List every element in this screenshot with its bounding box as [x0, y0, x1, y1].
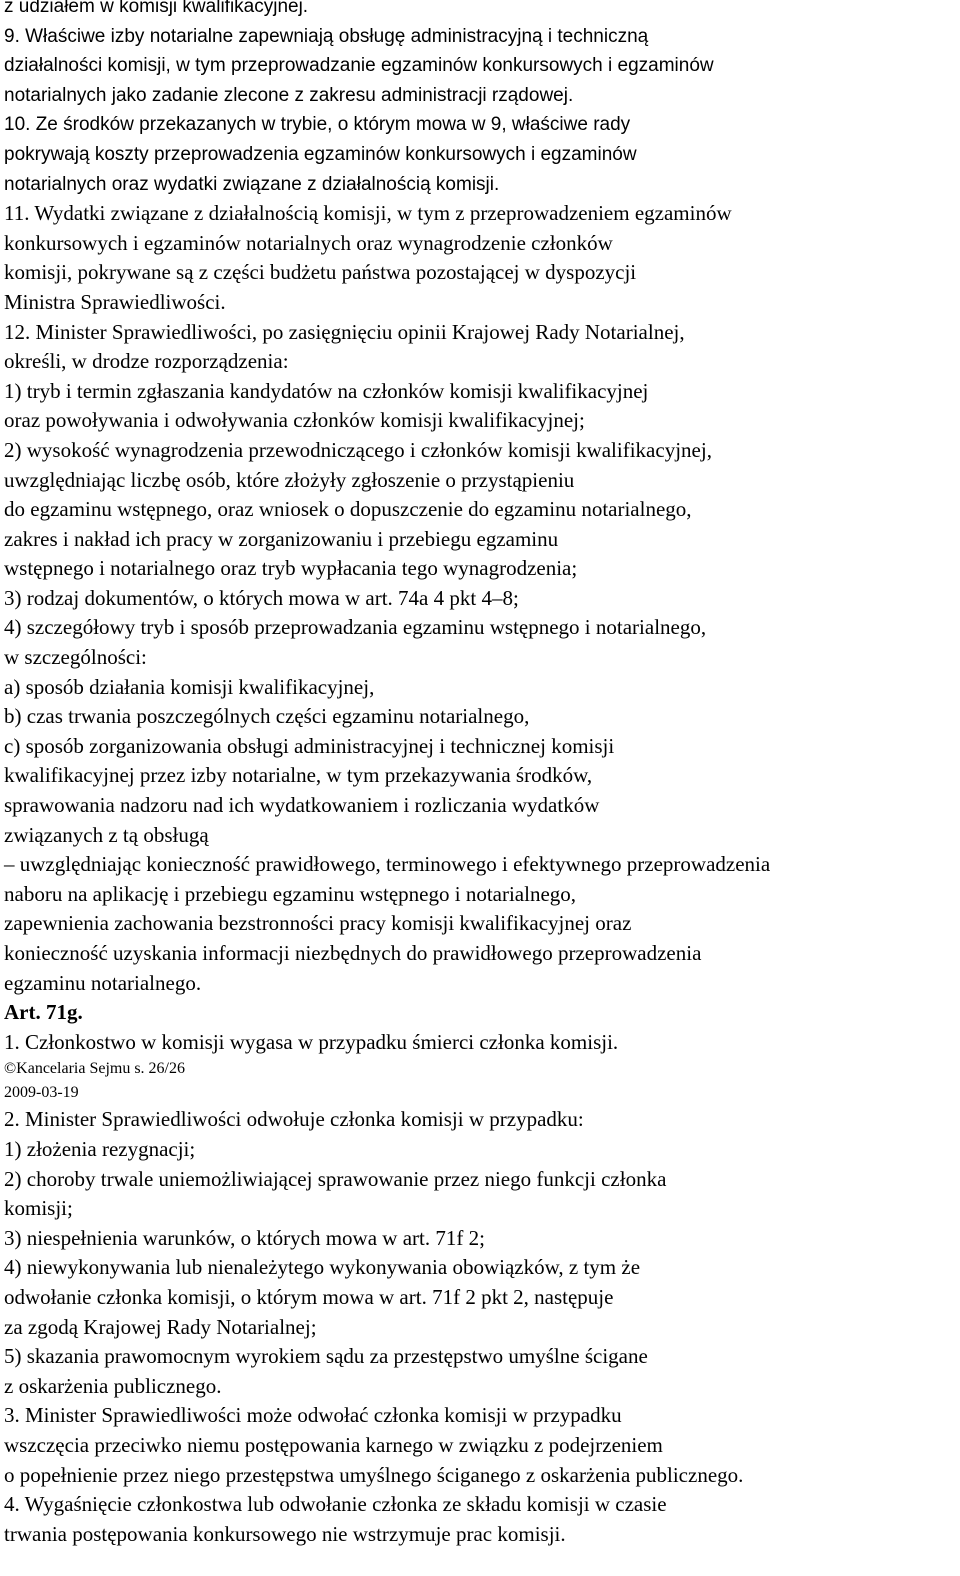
text-line: 3) rodzaj dokumentów, o których mowa w art. 74a 4 pkt 4–8;: [4, 585, 519, 610]
text-line: 4) szczegółowy tryb i sposób przeprowadzania egzaminu wstępnego i notarialnego,: [4, 615, 707, 640]
text-line: odwołanie członka komisji, o którym mowa w art. 71f 2 pkt 2, następuje: [4, 1284, 614, 1309]
text-line: Art. 71g.: [4, 1000, 83, 1025]
text-line: 5) skazania prawomocnym wyrokiem sądu za przestępstwo umyślne ścigane: [4, 1344, 648, 1369]
text-line: 1. Członkostwo w komisji wygasa w przypadku śmierci członka komisji.: [4, 1029, 619, 1054]
document-page: [4, 0, 956, 1549]
text-line: notarialnych jako zadanie zlecone z zakresu administracji rządowej.: [4, 84, 574, 106]
text-line: kwalifikacyjnej przez izby notarialne, w tym przekazywania środków,: [4, 763, 593, 788]
text-line: wszczęcia przeciwko niemu postępowania karnego w związku z podejrzeniem: [4, 1432, 663, 1457]
text-line: określi, w drodze rozporządzenia:: [4, 349, 289, 374]
text-line: komisji;: [4, 1196, 73, 1221]
text-line: pokrywają koszty przeprowadzenia egzaminów konkursowych i egzaminów: [4, 143, 637, 165]
text-line: sprawowania nadzoru nad ich wydatkowaniem i rozliczania wydatków: [4, 793, 600, 818]
text-line: c) sposób zorganizowania obsługi administracyjnej i technicznej komisji: [4, 733, 615, 758]
text-line: związanych z tą obsługą: [4, 822, 209, 847]
text-line: naboru na aplikację i przebiegu egzaminu wstępnego i notarialnego,: [4, 881, 577, 906]
text-line: 2) choroby trwale uniemożliwiającej sprawowanie przez niego funkcji członka: [4, 1166, 667, 1191]
text-line: egzaminu notarialnego.: [4, 970, 202, 995]
text-line: Ministra Sprawiedliwości.: [4, 289, 226, 314]
text-line: komisji, pokrywane są z części budżetu państwa pozostającej w dyspozycji: [4, 260, 637, 285]
text-line: trwania postępowania konkursowego nie wstrzymuje prac komisji.: [4, 1521, 566, 1546]
text-line: 4. Wygaśnięcie członkostwa lub odwołanie członka ze składu komisji w czasie: [4, 1492, 667, 1517]
text-line: 4) niewykonywania lub nienależytego wykonywania obowiązków, z tym że: [4, 1255, 641, 1280]
text-line: uwzględniając liczbę osób, które złożyły zgłoszenie o przystąpieniu: [4, 467, 575, 492]
text-line: działalności komisji, w tym przeprowadzanie egzaminów konkursowych i egzaminów: [4, 55, 714, 77]
text-line: 12. Minister Sprawiedliwości, po zasięgnięciu opinii Krajowej Rady Notarialnej,: [4, 319, 685, 344]
text-line: z oskarżenia publicznego.: [4, 1373, 222, 1398]
text-line: – uwzględniając konieczność prawidłowego, terminowego i efektywnego przeprowadzenia: [4, 852, 771, 877]
text-line: zapewnienia zachowania bezstronności pracy komisji kwalifikacyjnej oraz: [4, 911, 632, 936]
text-line: zakres i nakład ich pracy w zorganizowaniu i przebiegu egzaminu: [4, 526, 559, 551]
text-line: konieczność uzyskania informacji niezbędnych do prawidłowego przeprowadzenia: [4, 941, 702, 965]
text-line: oraz powoływania i odwoływania członków komisji kwalifikacyjnej;: [4, 408, 585, 433]
text-line: 3. Minister Sprawiedliwości może odwołać członka komisji w przypadku: [4, 1403, 622, 1428]
text-line: 2) wysokość wynagrodzenia przewodniczącego i członków komisji kwalifikacyjnej,: [4, 437, 712, 462]
text-line: 1) tryb i termin zgłaszania kandydatów na członków komisji kwalifikacyjnej: [4, 378, 649, 403]
text-line: do egzaminu wstępnego, oraz wniosek o dopuszczenie do egzaminu notarialnego,: [4, 497, 692, 522]
text-line: za zgodą Krajowej Rady Notarialnej;: [4, 1314, 317, 1339]
text-line: z udziałem w komisji kwalifikacyjnej.: [4, 0, 309, 17]
text-line: 3) niespełnienia warunków, o których mowa w art. 71f 2;: [4, 1225, 485, 1250]
text-line: 2009-03-19: [4, 1084, 79, 1102]
text-line: notarialnych oraz wydatki związane z działalnością komisji.: [4, 173, 500, 195]
text-line: 9. Właściwe izby notarialne zapewniają obsługę administracyjną i techniczną: [4, 25, 649, 47]
text-line: 10. Ze środków przekazanych w trybie, o którym mowa w 9, właściwe rady: [4, 114, 631, 136]
text-line: wstępnego i notarialnego oraz tryb wypłacania tego wynagrodzenia;: [4, 556, 578, 581]
text-line: 11. Wydatki związane z działalnością komisji, w tym z przeprowadzeniem egzaminów: [4, 201, 732, 226]
text-line: ©Kancelaria Sejmu s. 26/26: [4, 1060, 185, 1078]
text-line: o popełnienie przez niego przestępstwa umyślnego ściganego z oskarżenia publicznego.: [4, 1462, 744, 1487]
text-line: a) sposób działania komisji kwalifikacyjnej,: [4, 674, 375, 699]
text-line: 2. Minister Sprawiedliwości odwołuje członka komisji w przypadku:: [4, 1107, 584, 1132]
text-line: konkursowych i egzaminów notarialnych oraz wynagrodzenie członków: [4, 230, 613, 255]
text-line: b) czas trwania poszczególnych części egzaminu notarialnego,: [4, 704, 530, 729]
text-line: w szczególności:: [4, 645, 147, 670]
text-line: 1) złożenia rezygnacji;: [4, 1136, 196, 1161]
